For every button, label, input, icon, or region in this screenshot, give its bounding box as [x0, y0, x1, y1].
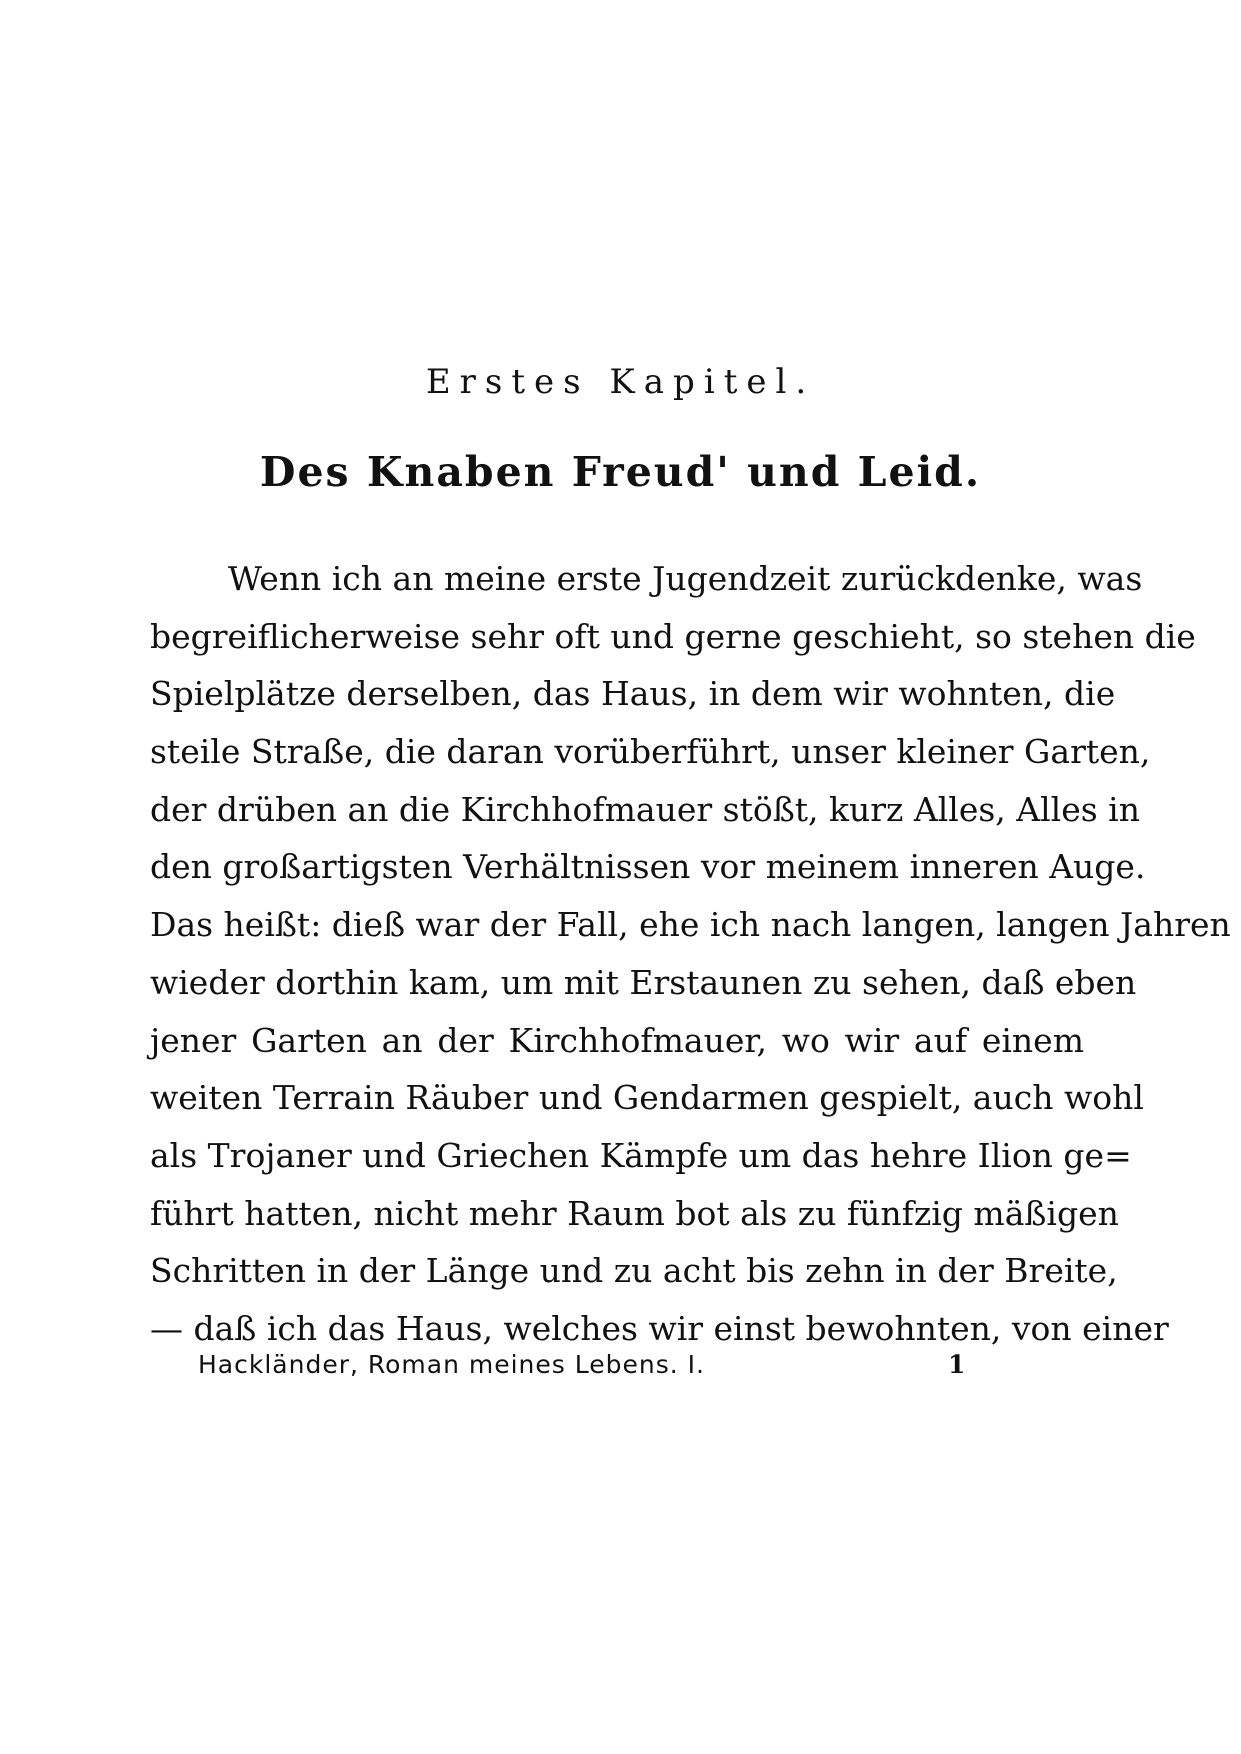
- body-paragraph: [150, 550, 1231, 1358]
- text-line: jener Garten an der Kirchhofmauer, wo wir auf einem: [150, 1020, 1084, 1060]
- text-line: — daß ich das Haus, welches wir einst bewohnten, von einer: [150, 1308, 1169, 1348]
- text-line: der drüben an die Kirchhofmauer stößt, kurz Alles, Alles in: [150, 789, 1140, 829]
- text-line: als Trojaner und Griechen Kämpfe um das hehre Ilion ge=: [150, 1135, 1132, 1175]
- text-line: Schritten in der Länge und zu acht bis zehn in der Breite,: [150, 1251, 1118, 1291]
- text-line: Spielplätze derselben, das Haus, in dem wir wohnten, die: [150, 674, 1116, 714]
- text-line: weiten Terrain Räuber und Gendarmen gespielt, auch wohl: [150, 1078, 1144, 1118]
- text-line: steile Straße, die daran vorüberführt, unser kleiner Garten,: [150, 732, 1151, 772]
- signature-mark: Hackländer, Roman meines Lebens. I.: [198, 1350, 705, 1379]
- text-line: den großartigsten Verhältnissen vor meinem inneren Auge.: [150, 847, 1146, 887]
- sheet-number: 1: [948, 1350, 966, 1379]
- text-line: Wenn ich an meine erste Jugendzeit zurückdenke, was: [228, 559, 1143, 598]
- chapter-label: Erstes Kapitel.: [425, 362, 816, 402]
- text-line: führt hatten, nicht mehr Raum bot als zu fünfzig mäßigen: [150, 1193, 1119, 1233]
- text-line: begreiflicherweise sehr oft und gerne geschieht, so stehen die: [150, 616, 1196, 656]
- text-line: Das heißt: dieß war der Fall, ehe ich nach langen, langen Jahren: [150, 905, 1231, 945]
- chapter-title: Des Knaben Freud' und Leid.: [259, 448, 982, 496]
- page-footer: [198, 1350, 978, 1390]
- text-line: wieder dorthin kam, um mit Erstaunen zu sehen, daß eben: [150, 962, 1137, 1002]
